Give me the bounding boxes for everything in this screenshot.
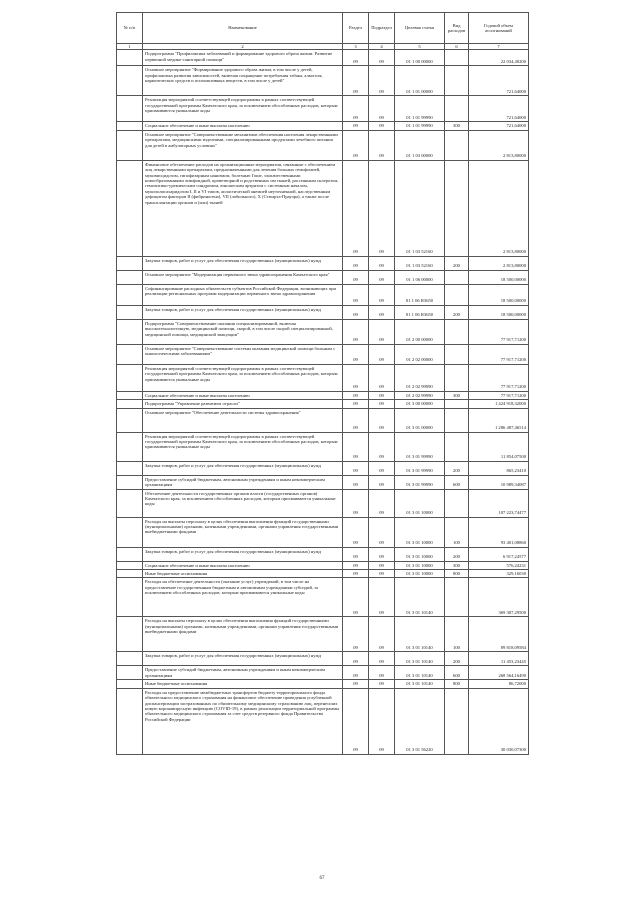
row-target-item: 01 3 01 10140 xyxy=(395,617,445,652)
row-razdel: 09 xyxy=(343,305,369,319)
row-target-item: 01 1 06 00000 xyxy=(395,270,445,284)
row-razdel: 09 xyxy=(343,688,369,754)
row-razdel: 09 xyxy=(343,400,369,408)
row-razdel: 09 xyxy=(343,66,369,96)
row-expense-type xyxy=(445,408,469,432)
row-expense-type: 200 xyxy=(445,547,469,561)
row-expense-type: 200 xyxy=(445,256,469,270)
table-row xyxy=(117,461,529,475)
row-expense-type: 600 xyxy=(445,475,469,489)
row-target-item: 01 2 02 99990 xyxy=(395,364,445,391)
row-razdel: 09 xyxy=(343,561,369,569)
row-number xyxy=(117,547,143,561)
row-target-item: 01 1 01 00000 xyxy=(395,66,445,96)
row-number xyxy=(117,344,143,364)
row-number xyxy=(117,50,143,66)
row-number xyxy=(117,489,143,517)
row-expense-type xyxy=(445,270,469,284)
row-name: Реализация мероприятий соответствующей подпрограммы в рамках соответствующей государственной программы Камчатского края, за исключением обособленных расходов, которым присваиваются уникальные коды xyxy=(143,96,343,122)
row-podrazdel: 09 xyxy=(369,305,395,319)
table-row xyxy=(117,391,529,399)
row-razdel: 09 xyxy=(343,517,369,547)
row-target-item: 01 3 01 00000 xyxy=(395,408,445,432)
row-number xyxy=(117,461,143,475)
row-expense-type: 600 xyxy=(445,666,469,680)
col-index: 3 xyxy=(343,44,369,50)
table-row xyxy=(117,547,529,561)
row-number xyxy=(117,319,143,344)
table-row xyxy=(117,517,529,547)
row-target-item: 01 3 01 10000 xyxy=(395,547,445,561)
table-row xyxy=(117,130,529,160)
row-podrazdel: 09 xyxy=(369,408,395,432)
row-amount: 77 917,71200 xyxy=(469,364,529,391)
table-row xyxy=(117,270,529,284)
row-amount: 89 818,09584 xyxy=(469,617,529,652)
row-amount: 77 917,71200 xyxy=(469,391,529,399)
row-target-item: 01 2 00 00000 xyxy=(395,319,445,344)
table-row xyxy=(117,50,529,66)
row-expense-type: 300 xyxy=(445,122,469,130)
table-row xyxy=(117,305,529,319)
row-amount: 1 286 487,46514 xyxy=(469,408,529,432)
row-razdel: 09 xyxy=(343,391,369,399)
row-target-item: 01 1 01 99990 xyxy=(395,96,445,122)
row-number xyxy=(117,578,143,617)
row-expense-type: 200 xyxy=(445,461,469,475)
table-row xyxy=(117,160,529,256)
row-expense-type: 300 xyxy=(445,391,469,399)
row-podrazdel: 09 xyxy=(369,432,395,461)
row-razdel: 09 xyxy=(343,122,369,130)
col-header-target-item: Целевая статья xyxy=(395,13,445,44)
row-amount: 18 500,00000 xyxy=(469,284,529,305)
col-index: 7 xyxy=(469,44,529,50)
col-index: 2 xyxy=(143,44,343,50)
row-target-item: 01 3 01 10140 xyxy=(395,652,445,666)
row-name: Основное мероприятие "Модернизация первичного звена здравоохранения Камчатского края" xyxy=(143,270,343,284)
row-razdel: 09 xyxy=(343,666,369,680)
row-target-item: 01 3 01 10000 xyxy=(395,570,445,578)
row-expense-type xyxy=(445,344,469,364)
row-podrazdel: 09 xyxy=(369,547,395,561)
row-razdel: 09 xyxy=(343,270,369,284)
row-razdel: 09 xyxy=(343,489,369,517)
row-target-item: 01 3 01 56220 xyxy=(395,688,445,754)
row-name: Социальное обеспечение и иные выплаты населению xyxy=(143,391,343,399)
table-row xyxy=(117,408,529,432)
row-target-item: 01 2 02 99990 xyxy=(395,391,445,399)
row-name: Расходы на выплаты персоналу в целях обеспечения выполнения функций государственными (муниципальными) органами, казенными учреждениями, органами управления государственными внебюджетными фондами xyxy=(143,517,343,547)
row-name: Предоставление субсидий бюджетным, автономным учреждениям и иным некоммерческим организациям xyxy=(143,666,343,680)
row-expense-type xyxy=(445,66,469,96)
row-razdel: 09 xyxy=(343,680,369,688)
row-name: Закупка товаров, работ и услуг для обеспечения государственных (муниципальных) нужд xyxy=(143,547,343,561)
row-razdel: 09 xyxy=(343,652,369,666)
budget-table xyxy=(116,12,529,755)
row-amount: 1 424 918,32000 xyxy=(469,400,529,408)
row-number xyxy=(117,305,143,319)
row-expense-type: 200 xyxy=(445,305,469,319)
row-podrazdel: 09 xyxy=(369,96,395,122)
row-razdel: 09 xyxy=(343,319,369,344)
row-podrazdel: 09 xyxy=(369,461,395,475)
table-row xyxy=(117,570,529,578)
row-number xyxy=(117,475,143,489)
row-target-item: 01 3 01 10000 xyxy=(395,561,445,569)
row-number xyxy=(117,408,143,432)
row-amount: 369 307,29500 xyxy=(469,578,529,617)
row-amount: 18 500,00000 xyxy=(469,305,529,319)
col-header-podrazdel: Подраздел xyxy=(369,13,395,44)
row-number xyxy=(117,517,143,547)
row-podrazdel: 09 xyxy=(369,319,395,344)
row-name: Иные бюджетные ассигнования xyxy=(143,680,343,688)
row-target-item: 01 3 00 00000 xyxy=(395,400,445,408)
row-number xyxy=(117,432,143,461)
row-target-item: 01 1 00 00000 xyxy=(395,50,445,66)
table-row xyxy=(117,561,529,569)
row-name: Подпрограмма "Профилактика заболеваний и формирование здорового образа жизни. Развитие первичной медико-санитарной помощи" xyxy=(143,50,343,66)
row-podrazdel: 09 xyxy=(369,578,395,617)
row-expense-type: 300 xyxy=(445,561,469,569)
row-razdel: 09 xyxy=(343,96,369,122)
table-row xyxy=(117,617,529,652)
row-expense-type: 200 xyxy=(445,652,469,666)
row-expense-type xyxy=(445,96,469,122)
row-number xyxy=(117,652,143,666)
row-amount: 2 813,80000 xyxy=(469,256,529,270)
col-header-amount: Годовой объем ассигнований xyxy=(469,13,529,44)
table-row xyxy=(117,122,529,130)
table-row xyxy=(117,688,529,754)
row-target-item: 01 3 01 10140 xyxy=(395,680,445,688)
row-name: Основное мероприятие "Совершенствование системы оказания медицинской помощи больным с онкологическими заболеваниями" xyxy=(143,344,343,364)
row-podrazdel: 09 xyxy=(369,617,395,652)
row-name: Закупка товаров, работ и услуг для обеспечения государственных (муниципальных) нужд xyxy=(143,305,343,319)
table-row xyxy=(117,364,529,391)
row-podrazdel: 09 xyxy=(369,160,395,256)
row-name: Реализация мероприятий соответствующей подпрограммы в рамках соответствующей государственной программы Камчатского края, за исключением обособленных расходов, которым присваиваются уникальные коды xyxy=(143,432,343,461)
row-target-item: 01 1 06 R3650 xyxy=(395,305,445,319)
row-razdel: 09 xyxy=(343,344,369,364)
table-row xyxy=(117,344,529,364)
row-amount: 18 500,00000 xyxy=(469,270,529,284)
row-expense-type xyxy=(445,319,469,344)
table-row xyxy=(117,400,529,408)
row-target-item: 01 3 01 10000 xyxy=(395,489,445,517)
row-amount: 22 034,40200 xyxy=(469,50,529,66)
row-name: Социальное обеспечение и иные выплаты населению xyxy=(143,561,343,569)
row-amount: 10 989,34087 xyxy=(469,475,529,489)
row-podrazdel: 09 xyxy=(369,400,395,408)
row-name: Основное мероприятие "Формирование здорового образа жизни, в том числе у детей, профилактика развития зависимостей, включая сокращение потребления табака, алкоголя, наркотических средств и психоактивных веществ, в том числе у детей" xyxy=(143,66,343,96)
row-razdel: 09 xyxy=(343,160,369,256)
row-podrazdel: 09 xyxy=(369,475,395,489)
row-podrazdel: 09 xyxy=(369,130,395,160)
row-razdel: 09 xyxy=(343,578,369,617)
row-target-item: 01 1 01 99990 xyxy=(395,122,445,130)
col-index: 1 xyxy=(117,44,143,50)
table-row xyxy=(117,666,529,680)
row-podrazdel: 09 xyxy=(369,50,395,66)
row-expense-type: 800 xyxy=(445,570,469,578)
row-podrazdel: 09 xyxy=(369,517,395,547)
row-podrazdel: 09 xyxy=(369,570,395,578)
table-row xyxy=(117,652,529,666)
row-amount: 2 813,80000 xyxy=(469,160,529,256)
row-expense-type xyxy=(445,130,469,160)
row-name: Расходы на обеспечение деятельности (оказание услуг) учреждений, в том числе на предоставление государственным бюджетным и автономным учреждениям субсидий, за исключением обособленных расходов, которым присваиваются уникальные коды xyxy=(143,578,343,617)
row-name: Реализация мероприятий соответствующей подпрограммы в рамках соответствующей государственной программы Камчатского края, за исключением обособленных расходов, которым присваиваются уникальные коды xyxy=(143,364,343,391)
row-razdel: 09 xyxy=(343,130,369,160)
row-podrazdel: 09 xyxy=(369,391,395,399)
row-name: Расходы на предоставление межбюджетных трансфертов бюджету территориального фонда обязательного медицинского страхования на финансовое обеспечение проведения углубленной диспансеризации застрахованных по обязательному медицинскому страхованию лиц, перенесших новую коронавирусную инфекцию (COVID-19), в рамках реализации территориальной программы обязательного медицинского страхования за счет средств резервного фонда Правительства Российской Федерации xyxy=(143,688,343,754)
row-amount: 77 917,71200 xyxy=(469,344,529,364)
row-name: Основное мероприятие "Совершенствование механизмов обеспечения населения лекарственными препаратами, медицинскими изделиями, специализированными продуктами лечебного питания для детей в амбулаторных условиях" xyxy=(143,130,343,160)
row-amount: 6 917,24577 xyxy=(469,547,529,561)
table-row xyxy=(117,680,529,688)
col-header-name: Наименование xyxy=(143,13,343,44)
row-razdel: 09 xyxy=(343,461,369,475)
row-name: Закупка товаров, работ и услуг для обеспечения государственных (муниципальных) нужд xyxy=(143,652,343,666)
row-razdel: 09 xyxy=(343,284,369,305)
row-number xyxy=(117,688,143,754)
row-podrazdel: 09 xyxy=(369,561,395,569)
row-number xyxy=(117,270,143,284)
row-razdel: 09 xyxy=(343,432,369,461)
row-amount: 107 223,74477 xyxy=(469,489,529,517)
row-target-item: 01 3 01 10000 xyxy=(395,517,445,547)
row-target-item: 01 2 02 00000 xyxy=(395,344,445,364)
row-razdel: 09 xyxy=(343,617,369,652)
row-razdel: 09 xyxy=(343,256,369,270)
row-name: Иные бюджетные ассигнования xyxy=(143,570,343,578)
table-row xyxy=(117,432,529,461)
row-amount: 30 030,07300 xyxy=(469,688,529,754)
row-target-item: 01 3 01 99990 xyxy=(395,475,445,489)
row-amount: 721,64000 xyxy=(469,96,529,122)
row-number xyxy=(117,666,143,680)
table-row xyxy=(117,319,529,344)
row-amount: 268 564,16490 xyxy=(469,666,529,680)
row-razdel: 09 xyxy=(343,364,369,391)
row-target-item: 01 1 06 R3650 xyxy=(395,284,445,305)
col-index: 5 xyxy=(395,44,445,50)
row-expense-type xyxy=(445,400,469,408)
table-row xyxy=(117,66,529,96)
row-podrazdel: 09 xyxy=(369,284,395,305)
row-target-item: 01 1 03 00000 xyxy=(395,130,445,160)
row-amount: 721,64000 xyxy=(469,66,529,96)
row-target-item: 01 3 01 99990 xyxy=(395,461,445,475)
row-podrazdel: 09 xyxy=(369,344,395,364)
row-target-item: 01 1 03 52160 xyxy=(395,256,445,270)
table-row xyxy=(117,578,529,617)
row-amount: 11 854,07500 xyxy=(469,432,529,461)
table-body xyxy=(117,50,529,754)
document-page xyxy=(116,12,528,892)
row-name: Расходы на выплаты персоналу в целях обеспечения выполнения функций государственными (муниципальными) органами, казенными учреждениями, органами управления государственными внебюджетными фондами xyxy=(143,617,343,652)
col-header-number: № п/п xyxy=(117,13,143,44)
row-podrazdel: 09 xyxy=(369,270,395,284)
row-number xyxy=(117,256,143,270)
row-podrazdel: 09 xyxy=(369,688,395,754)
row-expense-type: 100 xyxy=(445,517,469,547)
row-podrazdel: 09 xyxy=(369,122,395,130)
page-number: 67 xyxy=(319,876,325,881)
row-name: Социальное обеспечение и иные выплаты населению xyxy=(143,122,343,130)
row-number xyxy=(117,96,143,122)
row-amount: 77 917,71200 xyxy=(469,319,529,344)
row-number xyxy=(117,400,143,408)
row-number xyxy=(117,617,143,652)
row-name: Подпрограмма "Управление развитием отрасли" xyxy=(143,400,343,408)
row-expense-type xyxy=(445,489,469,517)
row-amount: 329,16030 xyxy=(469,570,529,578)
row-razdel: 09 xyxy=(343,547,369,561)
row-podrazdel: 09 xyxy=(369,256,395,270)
row-name: Предоставление субсидий бюджетным, автономным учреждениям и иным некоммерческим организациям xyxy=(143,475,343,489)
row-number xyxy=(117,130,143,160)
row-podrazdel: 09 xyxy=(369,652,395,666)
row-expense-type: 100 xyxy=(445,617,469,652)
row-number xyxy=(117,364,143,391)
col-header-razdel: Раздел xyxy=(343,13,369,44)
header-row xyxy=(117,13,529,44)
row-podrazdel: 09 xyxy=(369,489,395,517)
table-row xyxy=(117,256,529,270)
row-number xyxy=(117,570,143,578)
row-podrazdel: 09 xyxy=(369,680,395,688)
table-row xyxy=(117,284,529,305)
row-number xyxy=(117,284,143,305)
row-razdel: 09 xyxy=(343,475,369,489)
row-name: Обеспечение деятельности государственных органов власти (государственных органов) Камчатского края, за исключением обособленных расходов, которым присваиваются уникальные коды xyxy=(143,489,343,517)
row-amount: 11 453,23445 xyxy=(469,652,529,666)
row-razdel: 09 xyxy=(343,50,369,66)
row-razdel: 09 xyxy=(343,570,369,578)
table-row xyxy=(117,475,529,489)
row-expense-type xyxy=(445,688,469,754)
table-row xyxy=(117,489,529,517)
row-number xyxy=(117,391,143,399)
row-name: Закупка товаров, работ и услуг для обеспечения государственных (муниципальных) нужд xyxy=(143,461,343,475)
row-expense-type xyxy=(445,432,469,461)
row-expense-type xyxy=(445,364,469,391)
row-expense-type xyxy=(445,50,469,66)
row-amount: 2 813,80000 xyxy=(469,130,529,160)
row-podrazdel: 09 xyxy=(369,364,395,391)
row-amount: 865,23410 xyxy=(469,461,529,475)
row-name: Софинансирование расходных обязательств субъектов Российской Федерации, возникающих при реализации региональных программ модернизации первичного звена здравоохранения xyxy=(143,284,343,305)
row-number xyxy=(117,561,143,569)
col-index: 4 xyxy=(369,44,395,50)
row-target-item: 01 3 01 10140 xyxy=(395,666,445,680)
row-amount: 93 401,08860 xyxy=(469,517,529,547)
row-target-item: 01 3 01 99990 xyxy=(395,432,445,461)
row-razdel: 09 xyxy=(343,408,369,432)
row-amount: 576,24231 xyxy=(469,561,529,569)
table-row xyxy=(117,96,529,122)
col-index: 6 xyxy=(445,44,469,50)
row-expense-type xyxy=(445,578,469,617)
row-name: Основное мероприятие "Обеспечение деятельности системы здравоохранения" xyxy=(143,408,343,432)
row-expense-type: 800 xyxy=(445,680,469,688)
row-podrazdel: 09 xyxy=(369,666,395,680)
row-number xyxy=(117,66,143,96)
row-amount: 721,64000 xyxy=(469,122,529,130)
row-name: Закупка товаров, работ и услуг для обеспечения государственных (муниципальных) нужд xyxy=(143,256,343,270)
row-number xyxy=(117,680,143,688)
row-target-item: 01 3 01 10140 xyxy=(395,578,445,617)
row-number xyxy=(117,160,143,256)
row-target-item: 01 1 03 52160 xyxy=(395,160,445,256)
col-header-expense-type: Вид расходов xyxy=(445,13,469,44)
row-name: Финансовое обеспечение расходов на организационные мероприятия, связанные с обеспечением лиц лекарственными препаратами, предназначенными для лечения больных гемофилией, муковисцидозом, гипофизарным нанизмом, болезнью Гоше, злокачественными новообразованиями лимфоидной, кроветворной и родственных им тканей, рассеянным склерозом, гемолитико-уремическим синдромом, юношеским артритом с системным началом, мукополисахаридозом I, II и VI типов, апластической анемией неуточненной, наследственным дефицитом факторов II (фибриногена), VII (лабильного), X (Стюарта-Прауэра), а также после трансплантации органов и (или) тканей xyxy=(143,160,343,256)
row-expense-type xyxy=(445,284,469,305)
row-amount: 86,72000 xyxy=(469,680,529,688)
row-name: Подпрограмма "Совершенствование оказания специализированной, включая высокотехнологичную, медицинской помощи, скорой, в том числе скорой специализированной, медицинской помощи, медицинской эвакуации" xyxy=(143,319,343,344)
row-expense-type xyxy=(445,160,469,256)
row-podrazdel: 09 xyxy=(369,66,395,96)
row-number xyxy=(117,122,143,130)
